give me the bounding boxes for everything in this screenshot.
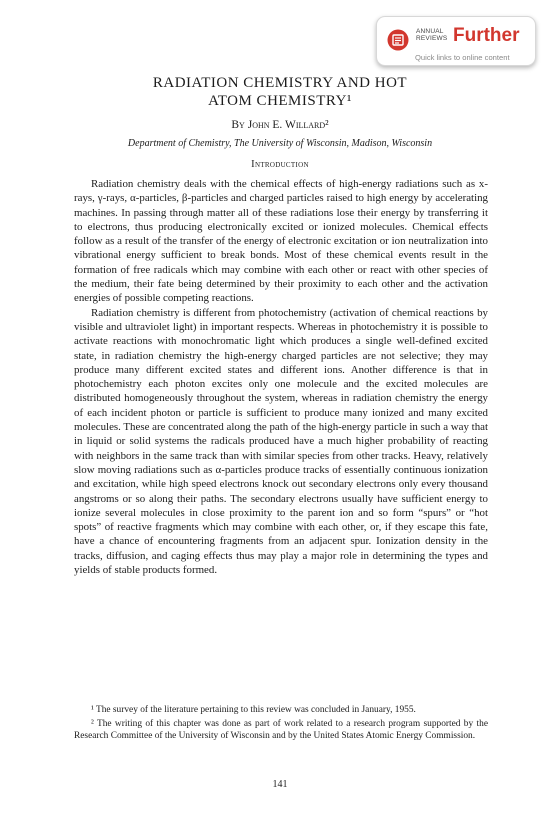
further-quick-links-badge[interactable] — [376, 16, 536, 66]
body-paragraph: Radiation chemistry is different from photochemistry (activation of chemical reactions by visible and ultraviolet light) in important respects. Whereas in photochemistry it is possible to activate reactions with monochromatic light which produces a single well-defined excited state, in radiation chemistry the high-energy charged particles are not selective; they may produce many different excited states and different ions. Another difference is that in photochemistry each photon excites only one molecule and the excited molecules are distributed homogeneously throughout the system, whereas in radiation chemistry the energy of each incident photon or particle is sufficient to produce many ionized and many excited molecules. These are concentrated along the path of the high-energy particle in such a way that in liquid or solid systems the radicals produced have a much higher probability of reacting with neighbors in the same track than with similar species from other tracks. Heavy, relatively slow moving radiations such as α-particles produce tracks of essentially continuous ionization and excitation, while high speed electrons knock out secondary electrons only every thousand angstroms or so along their paths. The secondary electrons usually have sufficient energy to ionize several molecules in close proximity to the parent ion and so form “spurs” or “hot spots” of reactive fragments which may combine with each other, or, if they escape this fate, have a chance of encountering fragments from an adjacent spur. Ionization density in the tracks, diffusion, and caging effects thus may play a major role in determining the types and yields of stable products formed. — [74, 306, 488, 577]
quick-links-subtitle: Quick links to online content — [415, 53, 510, 62]
further-brand: Further — [453, 25, 520, 46]
article-title-line-2: ATOM CHEMISTRY¹ — [208, 93, 352, 109]
annual-reviews-wordmark — [416, 28, 447, 42]
article-body — [74, 177, 488, 577]
page-number: 141 — [272, 779, 288, 790]
footnote: ¹ The survey of the literature pertaining to this review was concluded in January, 1955. — [91, 705, 416, 715]
author-byline: By John E. Willard² — [231, 119, 329, 131]
body-paragraph: Radiation chemistry deals with the chemical effects of high-energy radiations such as x-rays, γ-rays, α-particles, β-particles and charged particles raised to high energy by accelerating machines. In passing through matter all of these radiations lose their energy by transferring it to electrons, thus producing electronically excited or ionized molecules. Chemical effects follow as a result of the transfer of the energy of electronic excitation or ion neutralization into vibrational energy sufficient to break bonds. Most of these chemical events result in the formation of free radicals which may combine with each other or react with other species of the medium, their fate being determined by their proximity to each other and the activation energies of possible competing reactions. — [74, 178, 488, 305]
footnote: ² The writing of this chapter was done as part of work related to a research program supported by the Research Committee of the University of Wisconsin and by the United States Atomic Energy Commission. — [74, 718, 488, 741]
section-heading: Introduction — [251, 159, 309, 170]
footnotes — [74, 704, 488, 744]
badge-line-annual: ANNUAL — [416, 28, 444, 35]
author-affiliation: Department of Chemistry, The University of Wisconsin, Madison, Wisconsin — [127, 138, 433, 149]
annual-reviews-logo-icon — [387, 29, 409, 51]
article-title-line-1: RADIATION CHEMISTRY AND HOT — [152, 75, 408, 91]
badge-line-reviews: REVIEWS — [416, 35, 448, 42]
